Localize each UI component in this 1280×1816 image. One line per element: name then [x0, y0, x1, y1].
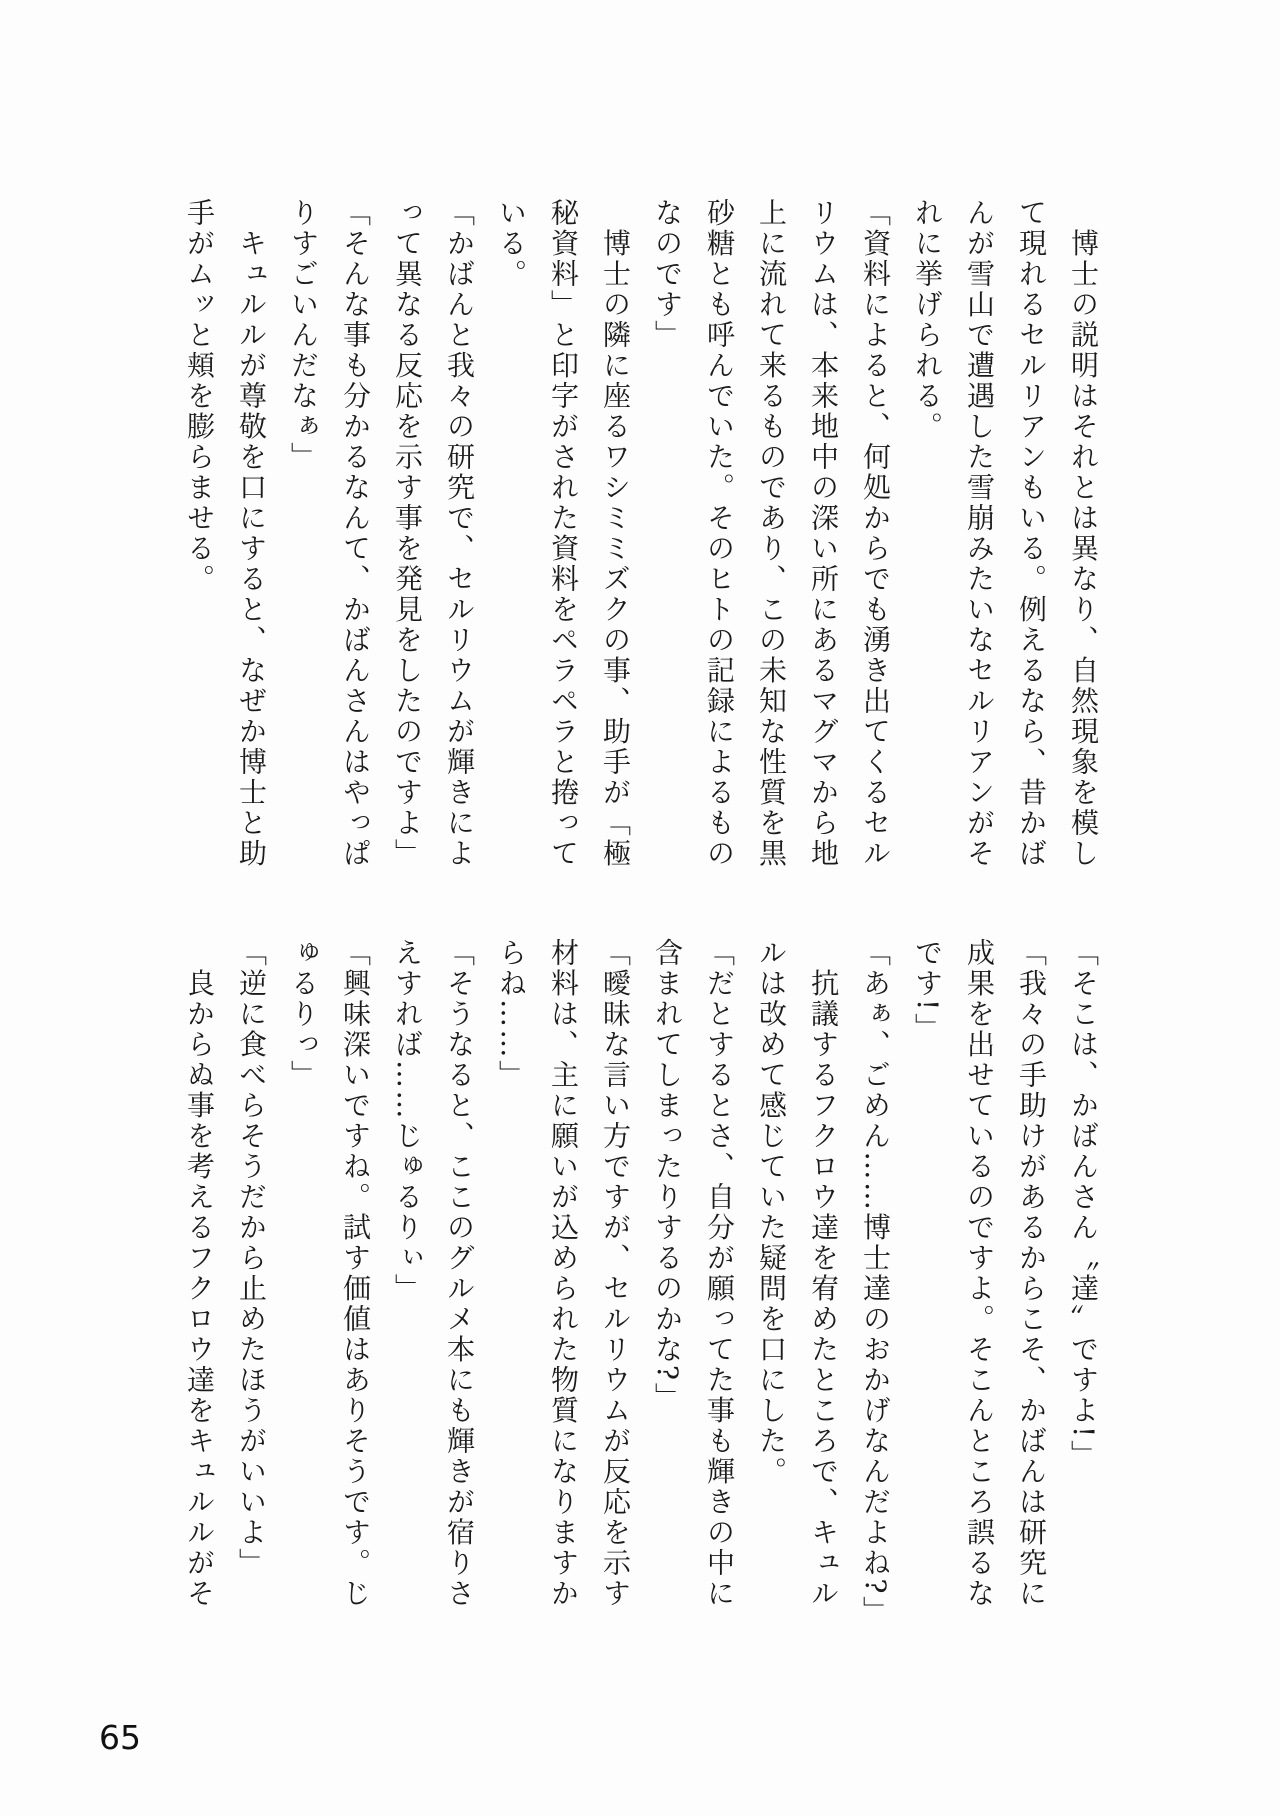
text-line: 博士の隣に座るワシミミズクの事、助手が「極 [599, 198, 632, 869]
text-line: ルは改めて感じていた疑問を口にした。 [755, 938, 788, 1487]
text-line: れに挙げられる。 [911, 198, 944, 442]
text-line: って異なる反応を示す事を発見をしたのですよ」 [391, 198, 424, 869]
text-line: 「興味深いですね。試す価値はありそうです。じ [339, 938, 372, 1609]
text-block-top [173, 198, 1109, 870]
text-line: 良からぬ事を考えるフクロウ達をキュルルがそ [183, 938, 216, 1609]
text-line: りすごいんだなぁ」 [287, 198, 320, 473]
text-line: 材料は、主に願いが込められた物質になりますか [547, 938, 580, 1609]
text-line: 「資料によると、何処からでも湧き出てくるセル [859, 198, 892, 869]
text-line: らね……」 [495, 938, 528, 1091]
text-line: 「そうなると、ここのグルメ本にも輝きが宿りさ [443, 938, 476, 1609]
text-line: 「かばんと我々の研究で、セルリウムが輝きによ [443, 198, 476, 869]
text-line: んが雪山で遭遇した雪崩みたいなセルリアンがそ [963, 198, 996, 869]
text-line: 砂糖とも呼んでいた。そのヒトの記録によるもの [703, 198, 736, 869]
text-line: いる。 [495, 198, 528, 290]
text-line: 「そんな事も分かるなんて、かばんさんはやっぱ [339, 198, 372, 869]
text-line: えすれば……じゅるりぃ」 [391, 938, 424, 1304]
text-line: です!」 [911, 938, 944, 1044]
text-line: 抗議するフクロウ達を宥めたところで、キュル [807, 938, 840, 1609]
text-line: ゅるりっ」 [287, 938, 320, 1091]
text-line: 「だとするとさ、自分が願ってた事も輝きの中に [703, 938, 736, 1609]
text-line: 成果を出せているのですよ。そこんところ誤るな [963, 938, 996, 1609]
text-line: 「あぁ、ごめん……博士達のおかげなんだよね?」 [859, 938, 892, 1627]
text-line: 「逆に食べらそうだから止めたほうがいいよ」 [235, 938, 268, 1579]
text-line: 博士の説明はそれとは異なり、自然現象を模し [1067, 198, 1100, 869]
page-number: 65 [99, 1718, 141, 1757]
text-line: 「我々の手助けがあるからこそ、かばんは研究に [1015, 938, 1048, 1609]
text-line: 含まれてしまったりするのかな?」 [651, 938, 684, 1414]
text-line: なのです」 [651, 198, 684, 351]
text-block-bottom [173, 938, 1109, 1627]
text-line: 上に流れて来るものであり、この未知な性質を黒 [755, 198, 788, 869]
text-line: 手がムッと頬を膨らませる。 [183, 198, 216, 595]
text-line: 秘資料」と印字がされた資料をペラペラと捲って [547, 198, 580, 869]
text-line: て現れるセルリアンもいる。例えるなら、昔かば [1015, 198, 1048, 869]
text-line: キュルルが尊敬を口にすると、なぜか博士と助 [235, 198, 268, 869]
text-line: 「そこは、かばんさん〝達〞ですよ!」 [1067, 938, 1100, 1471]
text-line: 「曖昧な言い方ですが、セルリウムが反応を示す [599, 938, 632, 1609]
text-line: リウムは、本来地中の深い所にあるマグマから地 [807, 198, 840, 869]
